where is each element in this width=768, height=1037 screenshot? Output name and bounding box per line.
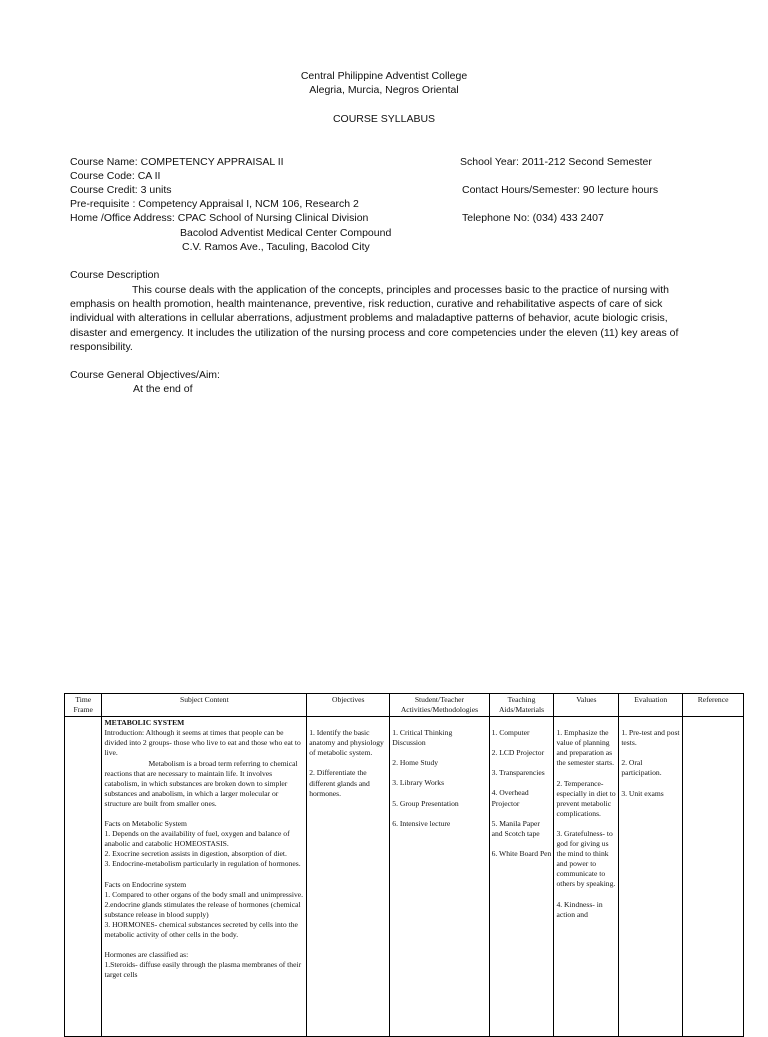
values-cell (554, 717, 619, 1037)
facts-metabolic-item: 2. Exocrine secretion assists in digestion, absorption of diet. (104, 849, 287, 859)
header-reference: Reference (683, 694, 744, 717)
objective-item: 1. Identify the basic anatomy and physiology of metabolic system. (309, 728, 384, 758)
header-evaluation: Evaluation (619, 694, 683, 717)
value-item: 3. Gratefulness- to god for giving us the mind to think and power to communicate to others by speaking. (556, 828, 616, 889)
aid-item: 5. Manila Paper and Scotch tape (491, 818, 540, 838)
course-credit: Course Credit: 3 units (70, 184, 172, 196)
objective-item: 2. Differentiate the different glands and hormones. (309, 768, 370, 798)
facts-metabolic-title: Facts on Metabolic System (104, 819, 187, 829)
subject-intro: Introduction: Although it seems at times that people can be divided into 2 groups- those who live to eat and those who eat to live. (104, 728, 301, 758)
facts-endocrine-item: 2.endocrine glands stimulates the release of hormones (chemical substance release in blood supply) (104, 899, 301, 919)
office-address-line3: C.V. Ramos Ave., Taculing, Bacolod City (182, 241, 370, 253)
document-title: COURSE SYLLABUS (332, 113, 436, 125)
subject-title: METABOLIC SYSTEM (104, 718, 185, 728)
aid-item: 6. White Board Pen (491, 848, 552, 858)
objectives-cell (307, 717, 390, 1037)
teaching-aids-cell (489, 717, 554, 1037)
objectives-text: At the end of (133, 383, 193, 395)
aid-item: 4. Overhead Projector (491, 788, 529, 808)
subject-metabolism: Metabolism is a broad term referring to chemical reactions that are necessary to maintain life. It involves catabolism, in which substances are broken down to simpler substances and anabolism, in which a larger molecular or structure are built from smaller ones. (104, 758, 298, 808)
facts-endocrine-title: Facts on Endocrine system (104, 879, 187, 889)
facts-endocrine-item: 3. HORMONES- chemical substances secreted by cells into the metabolic activity of other cells in the body. (104, 919, 298, 939)
description-heading: Course Description (70, 269, 160, 281)
office-address: Home /Office Address: CPAC School of Nursing Clinical Division (70, 212, 369, 224)
evaluation-cell (619, 717, 683, 1037)
aid-item: 1. Computer (491, 728, 530, 738)
college-name: Central Philippine Adventist College (300, 70, 468, 82)
table-header-row (65, 694, 744, 717)
table-row (65, 717, 744, 1037)
evaluation-item: 1. Pre-test and post tests. (621, 728, 680, 748)
header-activities: Student/Teacher Activities/Methodologies (390, 694, 489, 717)
aid-item: 2. LCD Projector (491, 748, 545, 758)
course-code: Course Code: CA II (70, 170, 161, 182)
activity-item: 2. Home Study (392, 758, 439, 768)
subject-content-cell (102, 717, 307, 1037)
hormones-item: 1.Steroids- diffuse easily through the plasma membranes of their target cells (104, 960, 302, 980)
value-item: 2. Temperance- especially in diet to prevent metabolic complications. (556, 778, 616, 818)
course-prerequisite: Pre-requisite : Competency Appraisal I, NCM 106, Research 2 (70, 198, 359, 210)
description-body (70, 283, 702, 354)
facts-metabolic-item: 1. Depends on the availability of fuel, oxygen and balance of anabolic and catabolic HOMEOSTASIS. (104, 829, 290, 849)
aid-item: 3. Transparencies (491, 768, 545, 778)
evaluation-item: 3. Unit exams (621, 788, 664, 798)
syllabus-table (64, 693, 744, 1037)
header-time-frame: Time Frame (65, 694, 102, 717)
header-subject-content: Subject Content (102, 694, 307, 717)
header-teaching-aids: Teaching Aids/Materials (489, 694, 554, 717)
time-frame-cell (65, 717, 102, 1037)
activity-item: 1. Critical Thinking Discussion (392, 728, 453, 748)
evaluation-item: 2. Oral participation. (621, 758, 662, 778)
school-year: School Year: 2011-212 Second Semester (460, 156, 652, 168)
value-item: 1. Emphasize the value of planning and preparation as the semester starts. (556, 728, 615, 768)
activities-cell (390, 717, 489, 1037)
activity-item: 6. Intensive lecture (392, 818, 451, 828)
header-objectives: Objectives (307, 694, 390, 717)
hormones-title: Hormones are classified as: (104, 950, 189, 960)
office-address-line2: Bacolod Adventist Medical Center Compound (180, 227, 392, 239)
description-text: This course deals with the application of the concepts, principles and processes basic to the practice of nursing with emphasis on health promotion, health maintenance, preventive, risk reduction, curative and rehabilitative aspects of care of sick individual with alterations in cellular aberrations, adjustment problems and maladaptive patterns of behavior, acute biologic crisis, disaster and emergency. It includes the utilization of the nursing process and core competencies under the eleven (11) key areas of responsibility. (70, 284, 679, 353)
facts-endocrine-item: 1. Compared to other organs of the body small and unimpressive. (104, 889, 304, 899)
activity-item: 5. Group Presentation (392, 798, 459, 808)
facts-metabolic-item: 3. Endocrine-metabolism particularly in regulation of hormones. (104, 859, 301, 869)
value-item: 4. Kindness- in action and (556, 899, 603, 919)
course-name: Course Name: COMPETENCY APPRAISAL II (70, 156, 284, 168)
header-values: Values (554, 694, 619, 717)
reference-cell (683, 717, 744, 1037)
objectives-heading: Course General Objectives/Aim: (70, 369, 220, 381)
college-address: Alegria, Murcia, Negros Oriental (309, 84, 459, 96)
activity-item: 3. Library Works (392, 778, 445, 788)
telephone: Telephone No: (034) 433 2407 (462, 212, 604, 224)
contact-hours: Contact Hours/Semester: 90 lecture hours (462, 184, 659, 196)
